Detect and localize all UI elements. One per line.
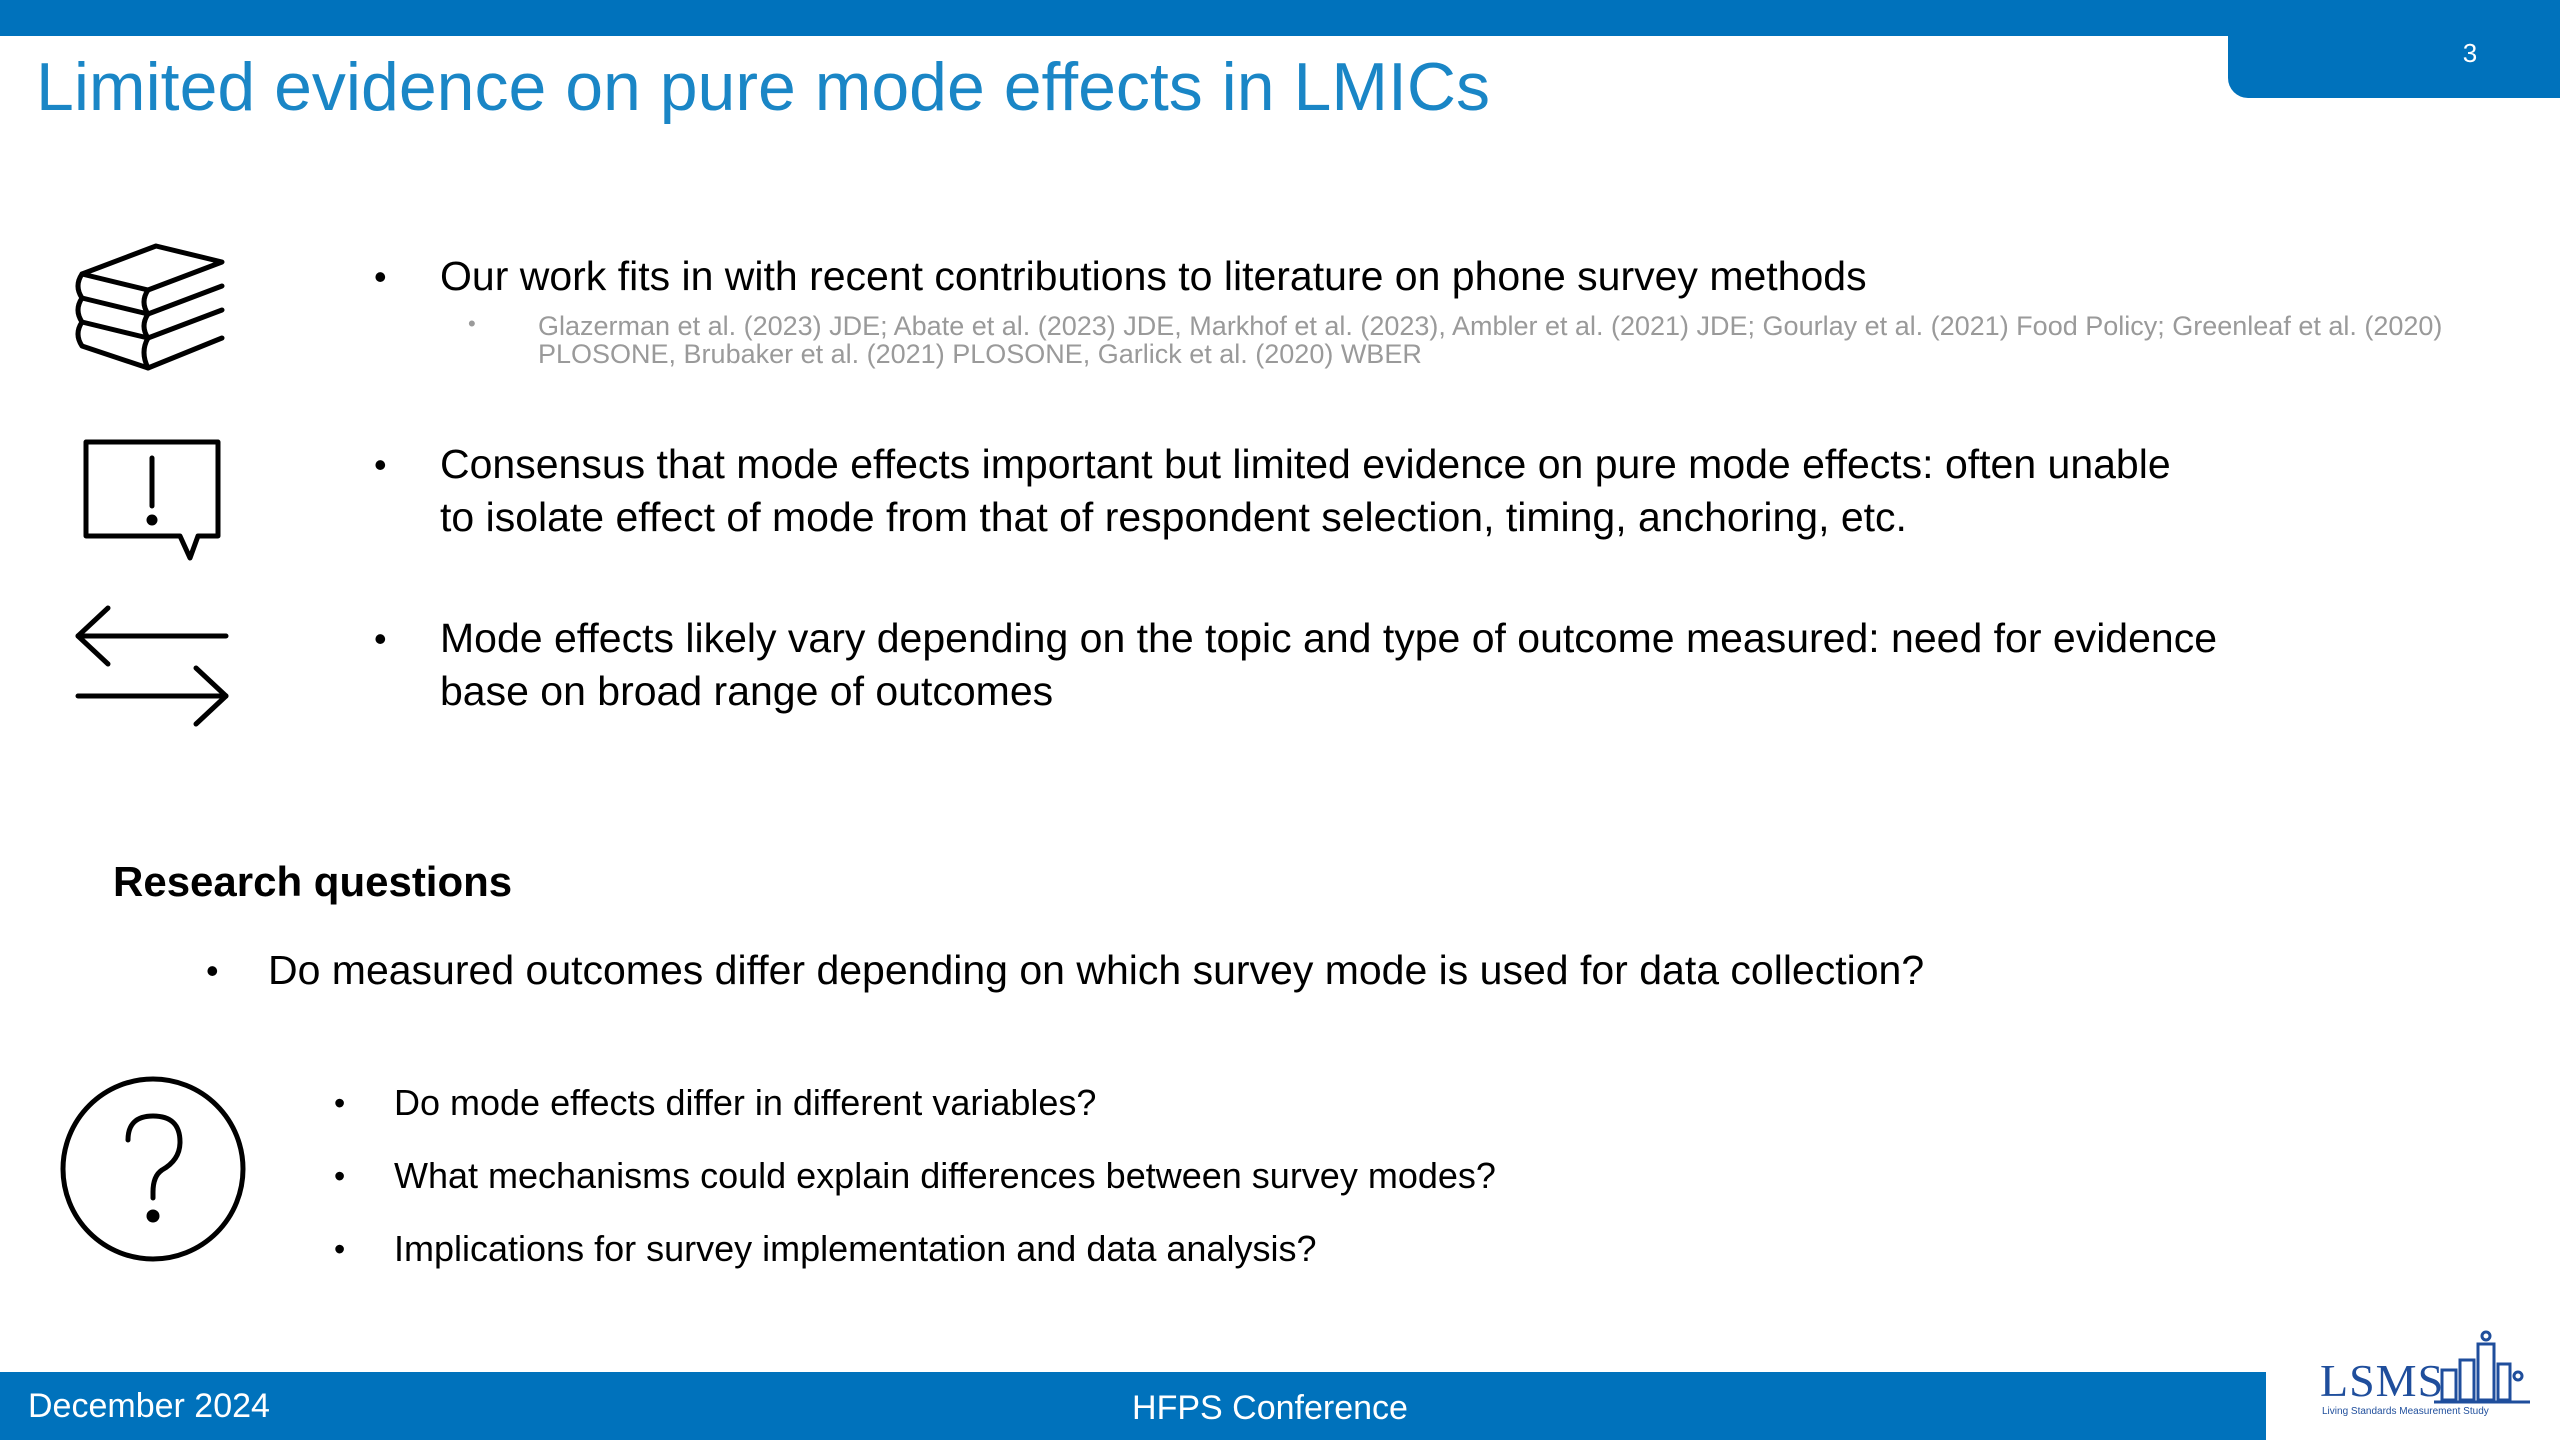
sub-question-text: What mechanisms could explain differences between survey modes?: [394, 1155, 1496, 1196]
page-number: 3: [2462, 38, 2478, 68]
bullet-dot: •: [468, 311, 476, 336]
bullet-dot: •: [374, 618, 387, 659]
footer-event: HFPS Conference: [1132, 1389, 1408, 1427]
citation-text: Glazerman et al. (2023) JDE; Abate et al. (2023) JDE, Markhof et al. (2023), Ambler et al. (2021) JDE; Gourlay et al. (2021) Food Policy; Greenleaf et al. (2020) PLOSONE, Brubaker et al. (2021) PLOSONE, Garlick et al. (2020) WBER: [538, 311, 2443, 369]
sub-question-text: Implications for survey implementation and data analysis?: [394, 1228, 1317, 1269]
main-research-question: [206, 944, 1925, 997]
lsms-logo-icon: [2434, 1330, 2530, 1411]
bullet-dot: •: [374, 256, 387, 297]
lsms-logo-subtitle: Living Standards Measurement Study: [2322, 1406, 2489, 1417]
bullet-variation: [374, 612, 2400, 718]
bullet-consensus-line2: to isolate effect of mode from that of respondent selection, timing, anchoring, etc.: [440, 494, 1907, 540]
bullet-dot: •: [334, 1231, 346, 1267]
sub-question: [334, 1080, 1097, 1126]
top-banner: [0, 0, 2560, 36]
question-circle-icon: [58, 1074, 248, 1264]
bullet-consensus: [374, 438, 2400, 544]
bullet-dot: •: [334, 1085, 346, 1121]
bullet-consensus-line1: Consensus that mode effects important but limited evidence on pure mode effects: often unable: [440, 441, 2171, 487]
bullet-literature-text: Our work fits in with recent contributions to literature on phone survey methods: [440, 253, 1867, 299]
lsms-logo-text: LSMS: [2320, 1355, 2445, 1406]
sub-question: [334, 1226, 1317, 1272]
bullet-dot: •: [206, 950, 219, 991]
bullet-dot: •: [334, 1158, 346, 1194]
swap-arrows-icon: [72, 604, 232, 728]
citation-list: [468, 311, 2488, 369]
research-questions-heading: Research questions: [113, 858, 513, 905]
books-icon: [72, 238, 230, 376]
bullet-variation-line2: base on broad range of outcomes: [440, 668, 1054, 714]
sub-question: [334, 1153, 1496, 1199]
sub-question-text: Do mode effects differ in different variables?: [394, 1082, 1097, 1123]
slide-title: Limited evidence on pure mode effects in LMICs: [36, 49, 1490, 125]
bullet-variation-line1: Mode effects likely vary depending on the topic and type of outcome measured: need for evidence: [440, 615, 2218, 661]
bullet-dot: •: [374, 444, 387, 485]
page-number-tab: [2228, 0, 2560, 98]
footer-date: December 2024: [28, 1387, 270, 1425]
main-research-question-text: Do measured outcomes differ depending on which survey mode is used for data collection?: [268, 947, 1925, 993]
speech-bubble-exclamation-icon: [82, 436, 222, 564]
bullet-literature: [374, 250, 2400, 303]
